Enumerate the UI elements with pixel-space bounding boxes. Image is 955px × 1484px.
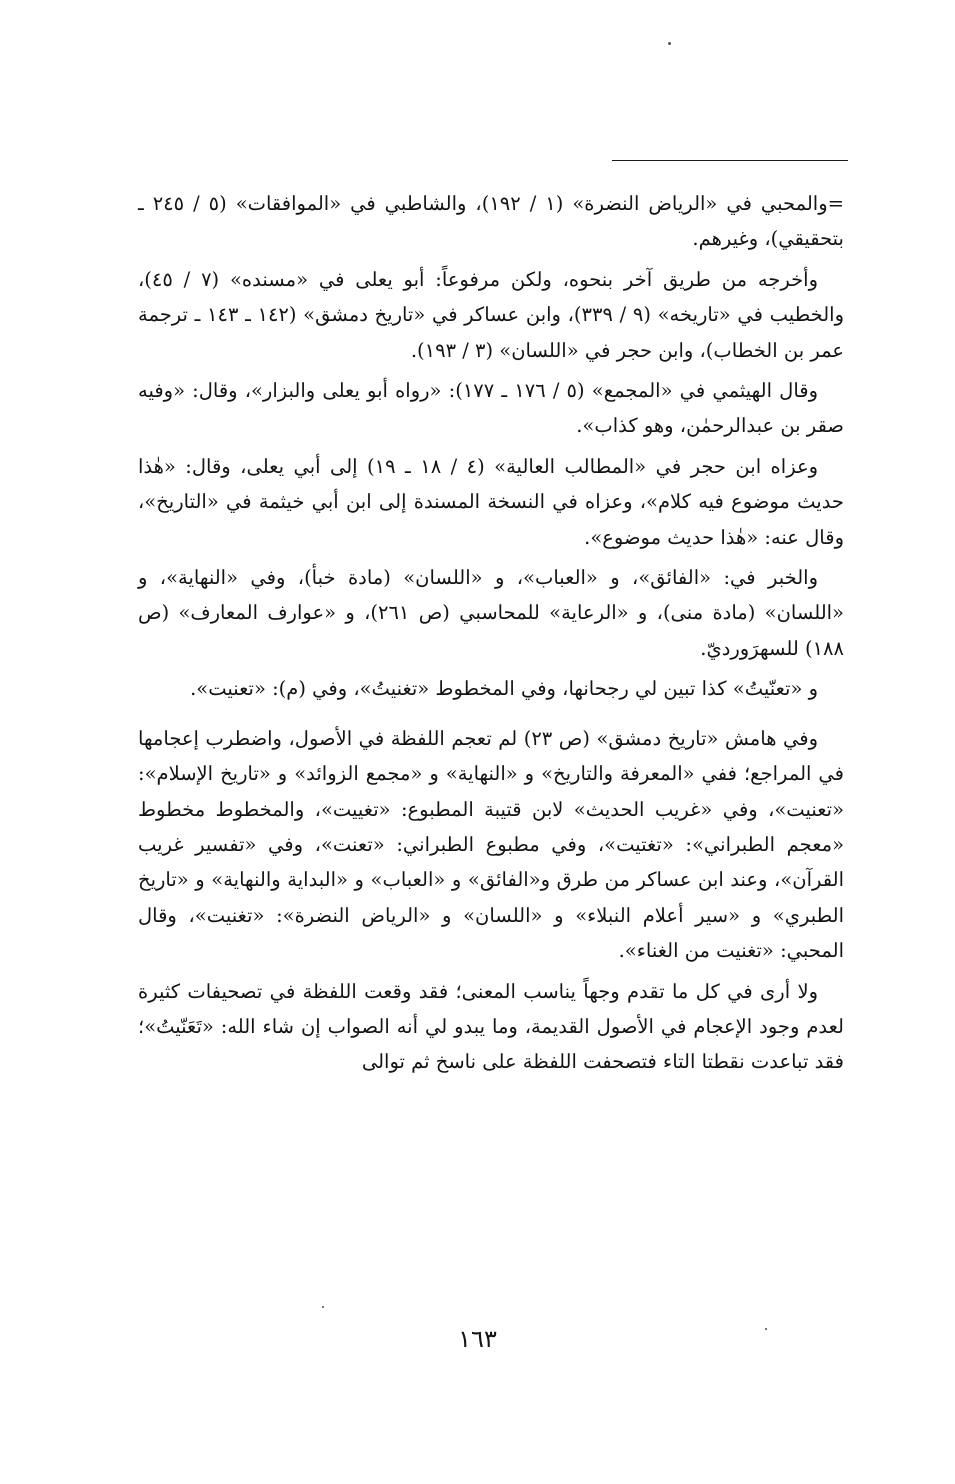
scan-speck [668, 42, 671, 45]
paragraph-4: وعزاه ابن حجر في «المطالب العالية» (٤ / ١٨ ـ ١٩) إلى أبي يعلى، وقال: «هٰذا حديث موضوع فيه كلام»، وعزاه في النسخة المسندة إلى ابن أبي خيثمة في «التاريخ»، وقال عنه: «هٰذا حديث موضوع». [138, 454, 844, 549]
paragraph-2: وأخرجه من طريق آخر بنحوه، ولكن مرفوعاً: أبو يعلى في «مسنده» (٧ / ٤٥)، والخطيب في «تاريخه» (٩ / ٣٣٩)، وابن عساكر في «تاريخ دمشق» (١٤٢ ـ ١٤٣ ـ ترجمة عمر بن الخطاب)، وابن حجر في «اللسان» (٣ / ١٩٣). [138, 267, 844, 362]
scan-speck [322, 1306, 324, 1308]
paragraph-5: والخبر في: «الفائق»، و «العباب»، و «اللسان» (مادة خبأ)، وفي «النهاية»، و «اللسان» (مادة منى)، و «الرعاية» للمحاسبي (ص ٢٦١)، و «عوارف المعارف» (ص ١٨٨) للسهرَورديّ. [138, 566, 844, 660]
paragraph-3: وقال الهيثمي في «المجمع» (٥ / ١٧٦ ـ ١٧٧): «رواه أبو يعلى والبزار»، وقال: «وفيه صقر بن عبدالرحمٰن، وهو كذاب». [138, 379, 844, 438]
paragraph-6: و «تعنّيتُ» كذا تبين لي رجحانها، وفي المخطوط «تغنيتُ»، وفي (م): «تعنيت». [190, 677, 818, 701]
paragraph-8: ولا أرى في كل ما تقدم وجهاً يناسب المعنى؛ فقد وقعت اللفظة في تصحيفات كثيرة لعدم وجود الإعجام في الأصول القديمة، وما يبدو لي أنه الصواب إن شاء الله: «تَعَنّيتُ»؛ فقد تباعدت نقطتا التاء فتصحفت اللفظة على ناسخ ثم توالى [138, 979, 844, 1074]
paragraph-1: =والمحبي في «الرياض النضرة» (١ / ١٩٢)، والشاطبي في «الموافقات» (٥ / ٢٤٥ ـ بتحقيقي)، وغيرهم. [138, 192, 844, 251]
footnote-separator-line [612, 160, 848, 161]
paragraph-7: وفي هامش «تاريخ دمشق» (ص ٢٣) لم تعجم اللفظة في الأصول، واضطرب إعجامها في المراجع؛ ففي «المعرفة والتاريخ» و «النهاية» و «مجمع الزوائد» و «تاريخ الإسلام»: «تعنيت»، وفي «غريب الحديث» لابن قتيبة المطبوع: «تغييت»، والمخطوط مخطوط «معجم الطبراني»: «تغتيت»، وفي مطبوع الطبراني: «تعنت»، وفي «تفسير غريب القرآن»، وعند ابن عساكر من طرق و«الفائق» و «العباب» و «البداية والنهاية» و «تاريخ الطبري» و «سير أعلام النبلاء» و «اللسان» و «الرياض النضرة»: «تغنيت»، وقال المحبي: «تغنيت من الغناء». [138, 726, 844, 963]
footnote-text-block [138, 186, 844, 1085]
page-number: ١٦٣ [458, 1325, 497, 1353]
